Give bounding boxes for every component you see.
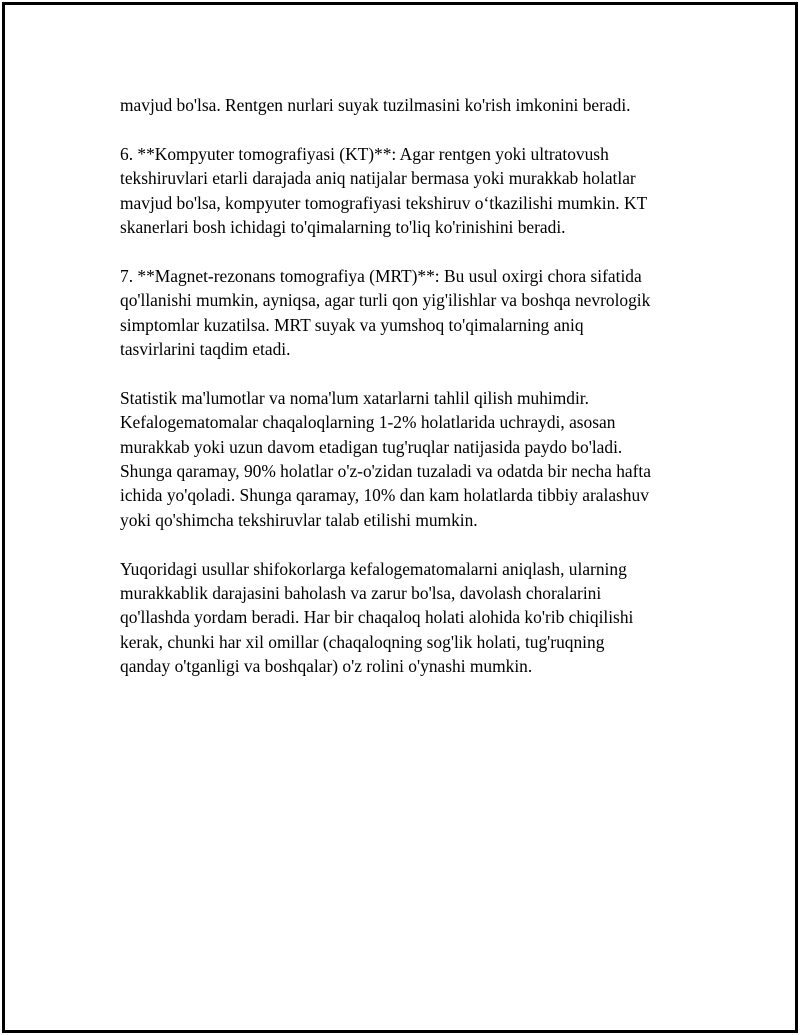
text-line: ichida yo'qoladi. Shunga qaramay, 10% dan kam holatlarda tibbiy aralashuv: [120, 485, 649, 506]
text-line: qanday o'tganligi va boshqalar) o'z rolini o'ynashi mumkin.: [120, 656, 533, 677]
text-line: tasvirlarini taqdim etadi.: [120, 339, 291, 360]
text-line: tekshiruvlari etarli darajada aniq natijalar bermasa yoki murakkab holatlar: [120, 168, 636, 189]
text-line: qo'llashda yordam beradi. Har bir chaqaloq holati alohida ko'rib chiqilishi: [120, 607, 634, 628]
text-line: murakkab yoki uzun davom etadigan tug'ruqlar natijasida paydo bo'ladi.: [120, 436, 623, 457]
paragraph-continuation: [120, 93, 700, 117]
text-line: murakkablik darajasini baholash va zarur bo'lsa, davolash choralarini: [120, 583, 602, 604]
text-line: Kefalogematomalar chaqaloqlarning 1-2% holatlarida uchraydi, asosan: [120, 412, 616, 433]
text-line: kerak, chunki har xil omillar (chaqaloqning sog'lik holati, tug'ruqning: [120, 631, 605, 652]
text-line: Statistik ma'lumotlar va noma'lum xatarlarni tahlil qilish muhimdir.: [120, 387, 589, 408]
text-line: mavjud bo'lsa. Rentgen nurlari suyak tuzilmasini ko'rish imkonini beradi.: [120, 95, 631, 115]
text-line: mavjud bo'lsa, kompyuter tomografiyasi tekshiruv o‘tkazilishi mumkin. KT: [120, 192, 648, 213]
text-line: Shunga qaramay, 90% holatlar o'z-o'zidan tuzaladi va odatda bir necha hafta: [120, 461, 651, 482]
document-page: [2, 2, 798, 1033]
text-line: Yuqoridagi usullar shifokorlarga kefalogematomalarni aniqlash, ularning: [120, 558, 627, 579]
paragraph-statistics: [120, 386, 700, 532]
document-body: [120, 93, 700, 703]
text-line: 7. **Magnet-rezonans tomografiya (MRT)**: Bu usul oxirgi chora sifatida: [120, 265, 642, 286]
paragraph-mrt: [120, 264, 700, 362]
paragraph-kt: [120, 142, 700, 240]
text-line: simptomlar kuzatilsa. MRT suyak va yumshoq to'qimalarning aniq: [120, 314, 584, 335]
text-line: skanerlari bosh ichidagi to'qimalarning to'liq ko'rinishini beradi.: [120, 217, 566, 238]
text-line: yoki qo'shimcha tekshiruvlar talab etilishi mumkin.: [120, 509, 478, 530]
paragraph-conclusion: [120, 557, 700, 679]
text-line: qo'llanishi mumkin, ayniqsa, agar turli qon yig'ilishlar va boshqa nevrologik: [120, 290, 651, 311]
text-line: 6. **Kompyuter tomografiyasi (KT)**: Agar rentgen yoki ultratovush: [120, 143, 609, 164]
